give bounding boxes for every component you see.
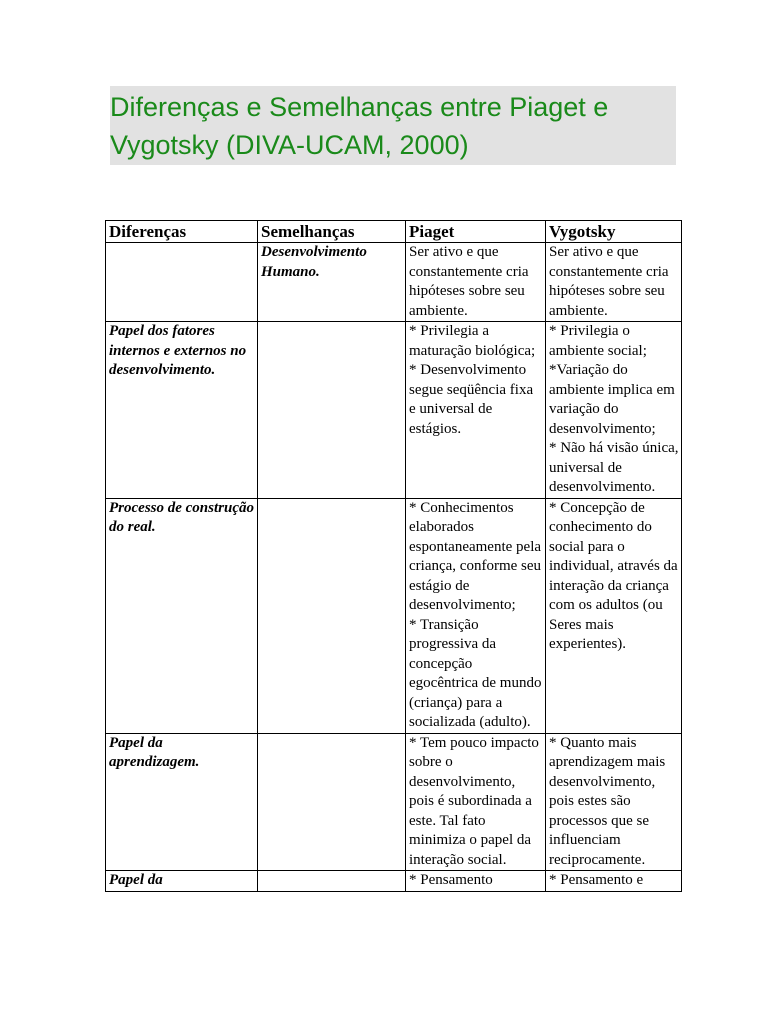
cell-vygotsky	[546, 733, 682, 871]
cell-vygotsky-text: * Não há visão única, universal de desenvolvimento.	[549, 440, 679, 495]
cell-diferencas	[106, 243, 258, 322]
cell-vygotsky-text: * Quanto mais aprendizagem mais desenvolvimento, pois estes são processos que se influenciam reciprocamente.	[549, 734, 666, 868]
cell-diferencas: Papel da aprendizagem.	[106, 733, 258, 871]
table-row	[106, 871, 682, 892]
cell-piaget	[406, 243, 546, 322]
cell-diferencas: Papel dos fatores internos e externos no desenvolvimento.	[106, 322, 258, 499]
comparison-table	[105, 220, 682, 892]
cell-diferencas: Processo de construção do real.	[106, 498, 258, 733]
cell-piaget-text: Ser ativo e que constantemente cria hipóteses sobre seu ambiente.	[409, 244, 529, 319]
table-row	[106, 733, 682, 871]
cell-vygotsky	[546, 871, 682, 892]
header-piaget: Piaget	[406, 221, 546, 243]
cell-vygotsky-text: *Variação do ambiente implica em variação do desenvolvimento;	[549, 362, 675, 437]
table-row	[106, 498, 682, 733]
cell-piaget-text: * Conhecimentos elaborados espontaneamente pela criança, conforme seu estágio de desenvolvimento;	[409, 499, 542, 613]
cell-piaget	[406, 733, 546, 871]
cell-vygotsky	[546, 322, 682, 499]
title-box	[110, 86, 676, 165]
cell-piaget	[406, 498, 546, 733]
header-semelhancas: Semelhanças	[258, 221, 406, 243]
cell-vygotsky	[546, 243, 682, 322]
cell-vygotsky-text: Ser ativo e que constantemente cria hipóteses sobre seu ambiente.	[549, 244, 669, 319]
cell-piaget-text: * Transição progressiva da concepção egocêntrica de mundo (criança) para a socializada (adulto).	[409, 616, 542, 730]
cell-vygotsky	[546, 498, 682, 733]
cell-vygotsky-text: * Concepção de conhecimento do social para o individual, através da interação da criança com os adultos (ou Seres mais experientes).	[549, 499, 678, 652]
cell-vygotsky-text: * Pensamento e	[549, 872, 644, 888]
cell-diferencas: Papel da	[106, 871, 258, 892]
cell-piaget-text: * Tem pouco impacto sobre o desenvolvimento, pois é subordinada a este. Tal fato minimiza o papel da interação social.	[409, 734, 539, 868]
table-row	[106, 243, 682, 322]
table-row	[106, 322, 682, 499]
cell-semelhancas	[258, 322, 406, 499]
cell-semelhancas	[258, 498, 406, 733]
cell-semelhancas: Desenvolvimento Humano.	[258, 243, 406, 322]
cell-vygotsky-text: * Privilegia o ambiente social;	[549, 323, 647, 359]
cell-piaget	[406, 322, 546, 499]
cell-piaget-text: * Pensamento	[409, 872, 493, 888]
cell-piaget-text: * Desenvolvimento segue seqüência fixa e universal de estágios.	[409, 362, 534, 437]
document-title: Diferenças e Semelhanças entre Piaget e Vygotsky (DIVA-UCAM, 2000)	[110, 92, 609, 160]
cell-piaget	[406, 871, 546, 892]
cell-semelhancas	[258, 871, 406, 892]
header-vygotsky: Vygotsky	[546, 221, 682, 243]
cell-piaget-text: * Privilegia a maturação biológica;	[409, 323, 536, 359]
header-diferencas: Diferenças	[106, 221, 258, 243]
table-header-row	[106, 221, 682, 243]
cell-semelhancas	[258, 733, 406, 871]
